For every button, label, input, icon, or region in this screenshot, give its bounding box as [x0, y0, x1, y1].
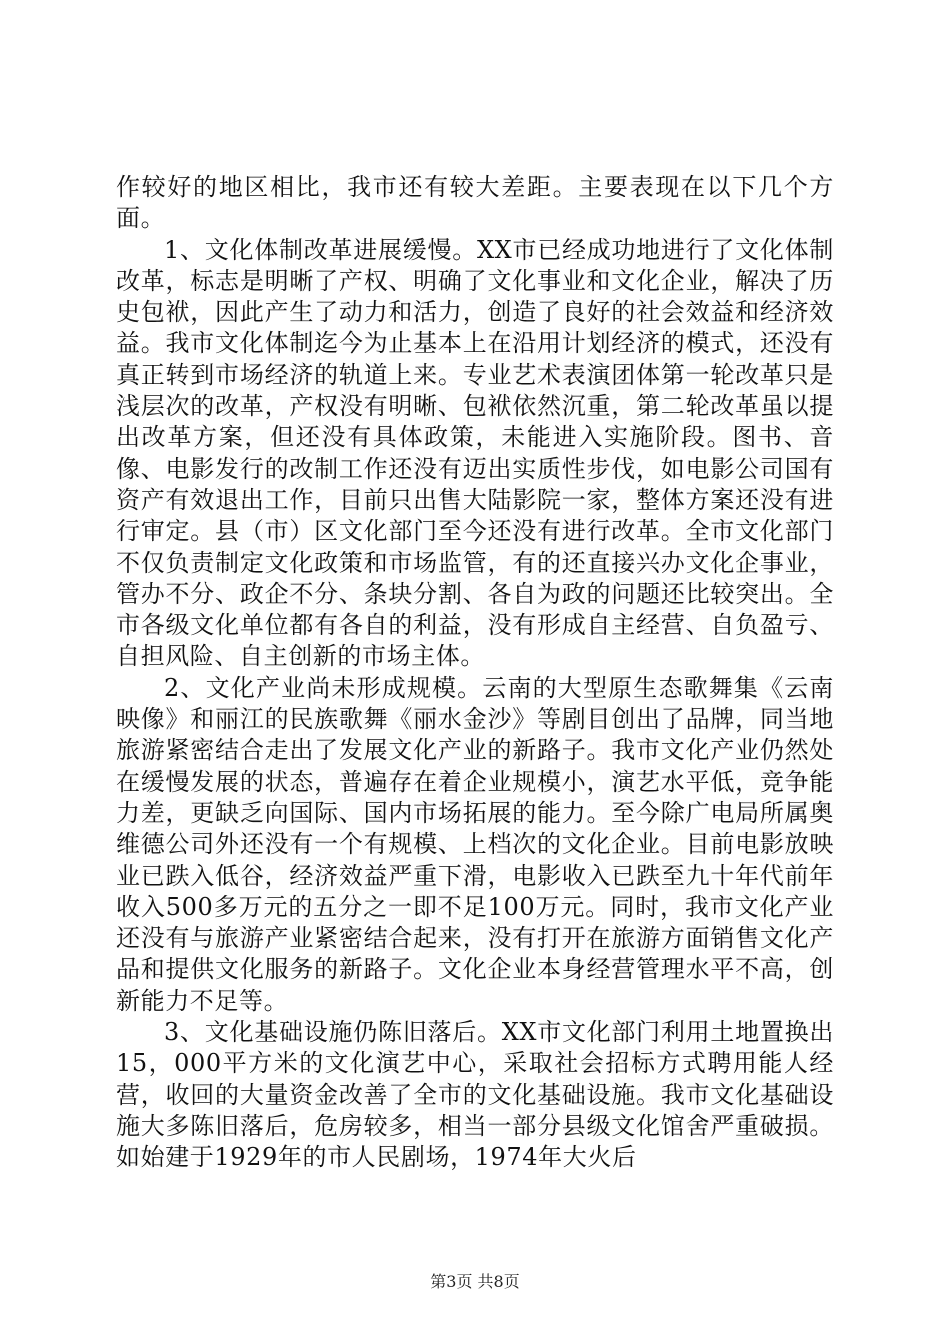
paragraph-culture-infrastructure: 3、文化基础设施仍陈旧落后。XX市文化部门利用土地置换出15，000平方米的文化演艺中心，采取社会招标方式聘用能人经营，收回的大量资金改善了全市的文化基础设施。我市文化基础设施大多陈旧落后，危房较多，相当一部分县级文化馆舍严重破损。如始建于1929年的市人民剧场，1974年大火后	[116, 1018, 834, 1172]
document-body	[116, 172, 834, 1174]
paragraph-culture-industry-scale: 2、文化产业尚未形成规模。云南的大型原生态歌舞集《云南映像》和丽江的民族歌舞《丽水金沙》等剧目创出了品牌，同当地旅游紧密结合走出了发展文化产业的新路子。我市文化产业仍然处在缓慢发展的状态，普遍存在着企业规模小，演艺水平低，竞争能力差，更缺乏向国际、国内市场拓展的能力。至今除广电局所属奥维德公司外还没有一个有规模、上档次的文化企业。目前电影放映业已跌入低谷，经济效益严重下滑，电影收入已跌至九十年代前年收入500多万元的五分之一即不足100万元。同时，我市文化产业还没有与旅游产业紧密结合起来，没有打开在旅游方面销售文化产品和提供文化服务的新路子。文化企业本身经营管理水平不高，创新能力不足等。	[116, 673, 834, 1015]
paragraph-intro: 作较好的地区相比，我市还有较大差距。主要表现在以下几个方面。	[116, 173, 834, 233]
page-number-footer: 第3页 共8页	[430, 1272, 520, 1291]
paragraph-culture-system-reform: 1、文化体制改革进展缓慢。XX市已经成功地进行了文化体制改革，标志是明晰了产权、明确了文化事业和文化企业，解决了历史包袱，因此产生了动力和活力，创造了良好的社会效益和经济效益。我市文化体制迄今为止基本上在沿用计划经济的模式，还没有真正转到市场经济的轨道上来。专业艺术表演团体第一轮改革只是浅层次的改革，产权没有明晰、包袱依然沉重，第二轮改革虽以提出改革方案，但还没有具体政策，未能进入实施阶段。图书、音像、电影发行的改制工作还没有迈出实质性步伐，如电影公司国有资产有效退出工作，目前只出售大陆影院一家，整体方案还没有进行审定。县（市）区文化部门至今还没有进行改革。全市文化部门不仅负责制定文化政策和市场监管，有的还直接兴办文化企事业，管办不分、政企不分、条块分割、各自为政的问题还比较突出。全市各级文化单位都有各自的利益，没有形成自主经营、自负盈亏、自担风险、自主创新的市场主体。	[116, 235, 834, 671]
